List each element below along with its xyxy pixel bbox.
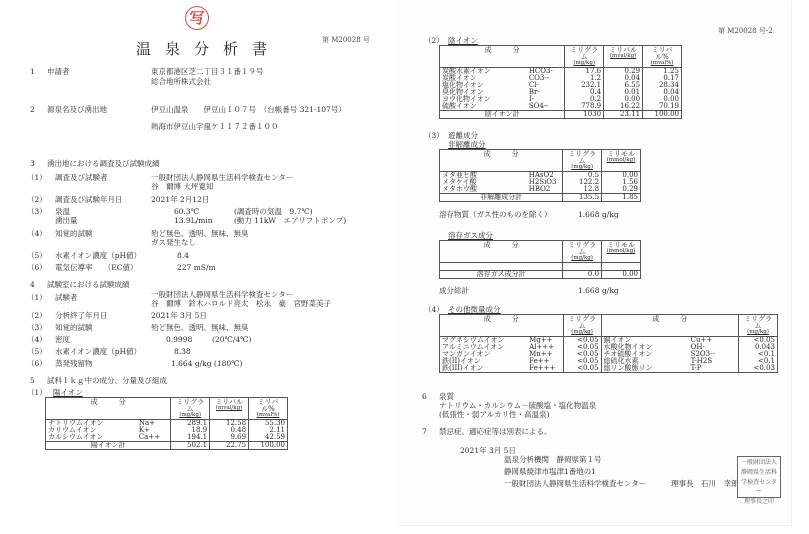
- table-row: カリウムイオン K+ 18.9 0.48 2.11: [46, 427, 288, 434]
- section-7-label: 禁忌症、適応症等は別表による。: [439, 427, 552, 436]
- s4-item-1-label: 試験者: [55, 293, 78, 302]
- trace-subsection-label: その他微量成分: [448, 305, 501, 314]
- table-total-row: 陽イオン計 502.1 22.75 100.00: [46, 441, 288, 449]
- header-mval: ミリバル (mval/kg): [604, 46, 643, 68]
- free-subsection-number: （3）: [424, 131, 444, 140]
- dissolved-gas-table: [439, 240, 641, 279]
- s4-item-1-value: 一般財団法人静岡県生活科学検査センター: [151, 290, 294, 299]
- document-title: 温泉分析書: [136, 40, 282, 58]
- s4-item-2-value: 2021年 3月 5日: [151, 311, 207, 320]
- header-component-1: 成 分: [440, 315, 564, 337]
- header-mg: ミリグラム (mg/kg): [565, 46, 604, 68]
- s3-item-4-value2: ガス発生なし: [151, 238, 196, 247]
- pump-note: (動力 11kW エアリフトポンプ): [234, 216, 347, 225]
- section-2-number: 2: [30, 105, 35, 114]
- table-row: アルミニウムイオン Al+++ <0.05 水酸化物イオン OH- 0.043: [440, 344, 778, 351]
- header-mg: ミリグラム (mg/kg): [563, 150, 602, 172]
- header-mg-2: ミリグラム (mg/kg): [739, 315, 778, 337]
- table-total-row: 非解離成分計 135.5 1.85: [440, 193, 641, 201]
- s3-item-5-label: 水素イオン濃度（pH値）: [55, 251, 142, 260]
- trace-subsection-number: （4）: [424, 305, 444, 314]
- section-1-label: 申請者: [47, 67, 70, 76]
- s3-item-3-label: 泉温: [55, 207, 70, 216]
- signature-title: 理事長: [671, 479, 694, 488]
- s4-item-3-label: 知覚的試験: [55, 323, 93, 332]
- anion-subsection-label: 陰イオン: [448, 36, 478, 45]
- header-mmol: ミリモル (mmol/kg): [602, 241, 641, 263]
- section-5-number: 5: [30, 376, 35, 385]
- ph-lab-value: 8.38: [174, 347, 191, 356]
- air-temperature-note: (調査時の気温 9.7℃): [234, 207, 313, 216]
- applicant-name: 総合地所株式会社: [151, 77, 211, 86]
- trace-table: [439, 314, 778, 373]
- document-number-2: 第 M20028 号-2: [718, 27, 773, 35]
- table-row: 炭酸イオン CO3-- 1.2 0.04 0.17: [440, 75, 682, 82]
- signature-name: 石川 幸郎: [701, 479, 739, 488]
- cation-subsection-number: （1）: [27, 388, 47, 397]
- s4-item-3-number: （3）: [27, 323, 47, 332]
- section-2-label: 源泉名及び湧出地: [47, 105, 107, 114]
- signature-date: 2021年 3月 5日: [460, 446, 516, 455]
- table-row: ナトリウムイオン Na+ 289.1 12.58 55.30: [46, 419, 288, 427]
- s3-item-1-label: 調査及び試験者: [55, 173, 108, 182]
- table-row: メタケイ酸 H2SiO3 122.2 1.56: [440, 179, 641, 186]
- table-row: カルシウムイオン Ca++ 194.1 9.69 42.59: [46, 434, 288, 442]
- s4-item-1-value2: 谷 爾博 鈴木ハロルド亮太 松永 豪 宮野菜美子: [151, 299, 331, 308]
- free-subsection-label: 遊離成分: [448, 131, 478, 140]
- s3-item-2-label: 調査及び試験年月日: [55, 195, 123, 204]
- table-row: 塩化物イオン Cl- 232.1 6.55 28.34: [440, 82, 682, 89]
- copy-stamp-icon: 写: [185, 6, 209, 30]
- header-component-2: 成 分: [601, 315, 738, 337]
- section-6-number: 6: [422, 392, 427, 401]
- table-row: マグネシウムイオン Mg++ <0.05 銅イオン Cu++ <0.05: [440, 336, 778, 344]
- table-row: 鉄(III)イオン Fe+++ <0.05 総リン酸態リン T-P <0.03: [440, 365, 778, 373]
- s3-item-1-value2: 谷 爾博 大坪寛知: [151, 182, 214, 191]
- table-total-row: 陰イオン計 1030 23.11 100.00: [440, 110, 682, 118]
- s4-item-1-number: （1）: [27, 293, 47, 302]
- table-row: 炭酸水素イオン HCO3- 17.6 0.29 1.25: [440, 67, 682, 75]
- section-3-number: 3: [30, 159, 35, 168]
- s4-item-6-number: （6）: [27, 359, 47, 368]
- table-row: メタ亜ヒ酸 HAsO2 0.5 0.00: [440, 171, 641, 179]
- header-mmol: ミリモル (mmol/kg): [602, 150, 641, 172]
- spring-name: 伊豆山温泉 伊豆山１０７号 （台帳番号 321-107号）: [151, 105, 346, 114]
- table-row: 臭化物イオン Br- 0.4 0.01 0.04: [440, 89, 682, 96]
- header-mval-pct: ミリバル% (mval%): [249, 398, 288, 420]
- grand-total-value: 1.668: [578, 286, 600, 295]
- official-seal-icon: 一般財団法人 静岡県生活科 学検査センター 理事長之印: [737, 456, 781, 498]
- s3-item-4-number: （4）: [27, 229, 47, 238]
- spring-quality: ナトリウム・カルシウム－硫酸塩・塩化物温泉: [439, 401, 597, 410]
- spring-temperature: 60.3℃: [174, 207, 200, 216]
- s3-item-3-label2: 湧出量: [55, 216, 78, 225]
- s3-item-6-number: （6）: [27, 263, 47, 272]
- dissolved-matter-value: 1.668: [578, 210, 600, 219]
- s3-item-1-value: 一般財団法人静岡県生活科学検査センター: [151, 173, 294, 182]
- applicant-address: 東京都港区芝二丁目３１番１９号: [151, 67, 264, 76]
- table-row: 硫酸イオン SO4-- 778.9 16.22 70.19: [440, 103, 682, 111]
- s3-item-6-label: 電気伝導率 （EC値）: [55, 263, 138, 272]
- header-mg: ミリグラム (mg/kg): [171, 398, 210, 420]
- spring-quality-note: (低張性・弱アルカリ性・高温泉): [439, 410, 550, 419]
- s4-item-2-label: 分析終了年月日: [55, 311, 108, 320]
- s3-item-4-value: 殆ど無色、透明、無味、無臭: [151, 229, 249, 238]
- header-mg: ミリグラム (mg/kg): [563, 241, 602, 263]
- s3-item-1-number: （1）: [27, 173, 47, 182]
- s3-item-2-number: （2）: [27, 195, 47, 204]
- s3-item-4-label: 知覚的試験: [55, 229, 93, 238]
- grand-total-label: 成分総計: [439, 286, 469, 295]
- cation-table: [45, 397, 288, 450]
- table-row: マンガンイオン Mn++ <0.05 チオ硫酸イオン S2O3-- <0.1: [440, 351, 778, 358]
- s3-item-5-number: （5）: [27, 251, 47, 260]
- signature-address: 静岡県焼津市塩津1番地の1: [504, 467, 597, 476]
- table-row: ヨウ化物イオン I- 0.2 0.00 0.00: [440, 96, 682, 103]
- density-note: (20℃/4℃): [212, 335, 252, 344]
- grand-total-unit: g/kg: [602, 286, 619, 295]
- section-1-number: 1: [30, 67, 35, 76]
- header-mg-1: ミリグラム (mg/kg): [563, 315, 601, 337]
- section-5-label: 試料１ｋｇ中の成分、分量及び組成: [47, 376, 167, 385]
- section-7-number: 7: [422, 427, 427, 436]
- dissolved-matter-label: 溶存物質（ガス性のものを除く）: [439, 210, 552, 219]
- non-dissociated-table: [439, 149, 641, 202]
- s4-item-4-number: （4）: [27, 335, 47, 344]
- section-6-label: 泉質: [439, 392, 454, 401]
- section-4-label: 試験室における試験成績: [47, 280, 130, 289]
- section-4-number: 4: [30, 280, 35, 289]
- header-component: 成 分: [440, 46, 565, 68]
- page-right: [398, 0, 791, 525]
- header-mval-pct: ミリバル% (mval%): [643, 46, 682, 68]
- s3-item-3-number: （3）: [27, 207, 47, 216]
- spring-location: 熱海市伊豆山字嵐ケ１１７２番１００: [151, 122, 279, 131]
- document-number: 第 M20028 号: [322, 36, 370, 44]
- dissolved-matter-unit: g/kg: [602, 210, 619, 219]
- s4-item-2-number: （2）: [27, 311, 47, 320]
- anion-table: [439, 45, 682, 119]
- s4-item-5-label: 水素イオン濃度（pH値）: [55, 347, 142, 356]
- ec-value: 227 mS/m: [177, 263, 216, 272]
- ph-field-value: 8.4: [177, 251, 189, 260]
- s3-item-2-value: 2021年 2月12日: [151, 195, 210, 204]
- signature-org: 一般財団法人静岡県生活科学検査センター: [504, 479, 647, 488]
- header-mval: ミリバル (mval/kg): [210, 398, 249, 420]
- density-value: 0.9998: [166, 335, 193, 344]
- evaporation-residue: 1.664 g/kg (180℃): [171, 359, 243, 368]
- header-component: 成 分: [46, 398, 171, 420]
- cation-subsection-label: 陽イオン: [53, 388, 83, 397]
- signature-agency: 温泉分析機関 静岡県第１号: [504, 455, 602, 464]
- table-row-empty: [440, 262, 641, 270]
- s4-item-6-label: 蒸発残留物: [55, 359, 93, 368]
- s4-item-5-number: （5）: [27, 347, 47, 356]
- s4-item-4-label: 密度: [55, 335, 70, 344]
- flow-rate: 13.9L/min: [174, 216, 213, 225]
- header-component: 成 分: [440, 150, 563, 172]
- anion-subsection-number: （2）: [424, 36, 444, 45]
- section-3-label: 湧出地における調査及び試験成績: [47, 159, 160, 168]
- non-dissociated-label: 非解離成分: [448, 140, 486, 149]
- table-row: 鉄(II)イオン Fe++ <0.05 総硫化水素 T-H2S <0.1: [440, 358, 778, 365]
- dissolved-gas-label: 溶存ガス成分: [448, 231, 493, 240]
- table-row: メタホウ酸 HBO2 12.8 0.29: [440, 186, 641, 194]
- page-left: [0, 0, 398, 534]
- header-component: 成 分: [440, 241, 563, 263]
- table-total-row: 溶存ガス成分計 0.0 0.00: [440, 270, 641, 278]
- s4-item-3-value: 殆ど無色、透明、無味、無臭: [151, 323, 249, 332]
